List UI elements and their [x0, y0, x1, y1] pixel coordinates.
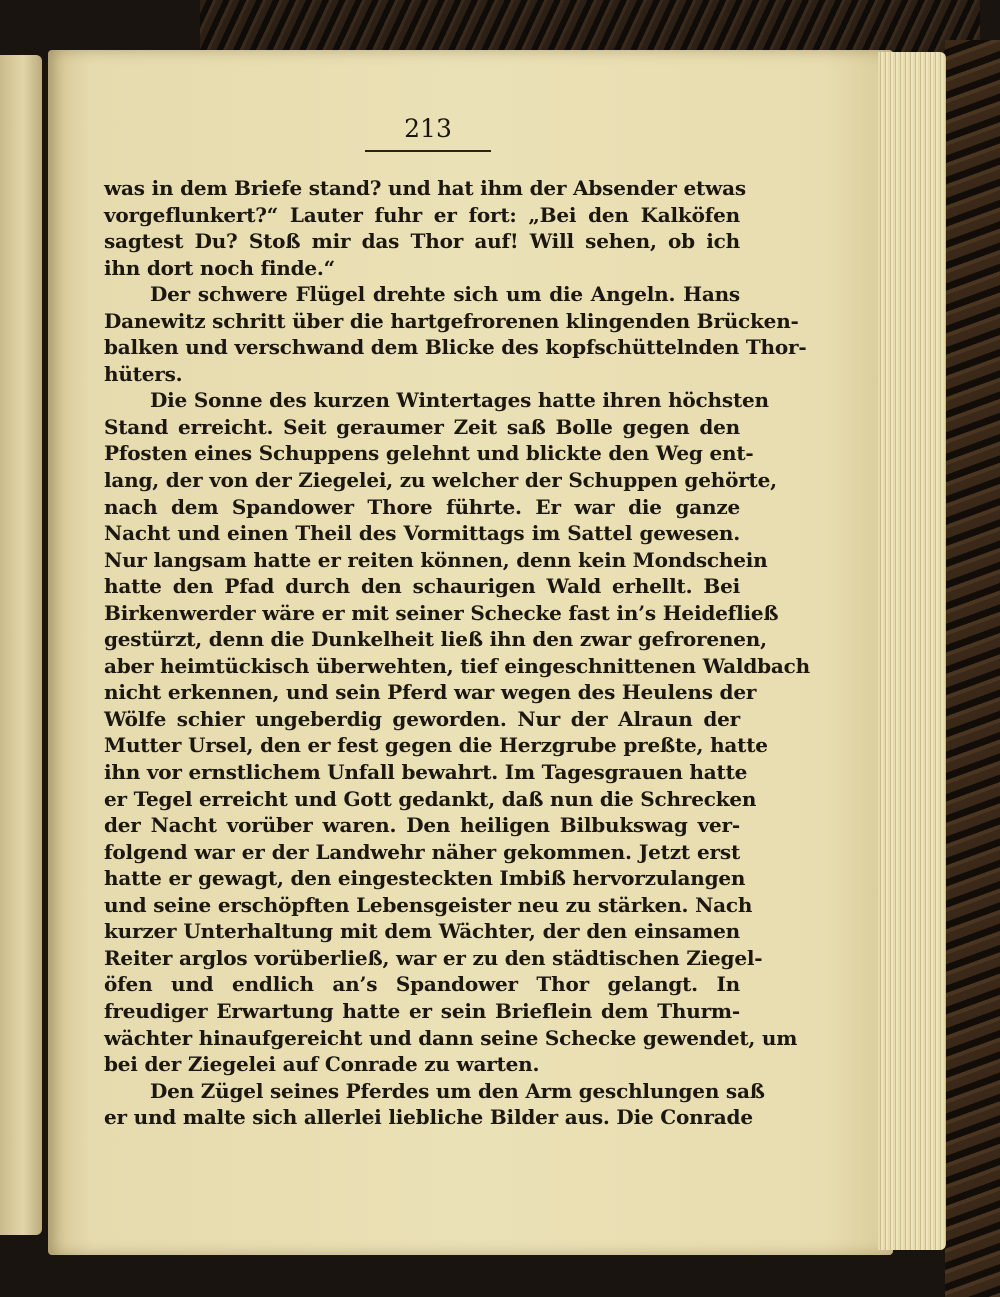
text-line: er Tegel erreicht und Gott gedankt, daß nun die Schrecken: [104, 786, 757, 811]
left-page-edge: [0, 55, 42, 1235]
text-line: und seine erschöpften Lebensgeister neu zu stärken. Nach: [104, 892, 753, 917]
body-text: [104, 175, 810, 1131]
text-line: hatte er gewagt, den eingesteckten Imbiß hervorzulangen: [104, 866, 746, 891]
page-number: 213: [404, 114, 452, 143]
page-stack-edges: [878, 52, 946, 1250]
text-line: freudiger Erwartung hatte er sein Brieflein dem Thurm-: [104, 998, 740, 1023]
text-line: Nacht und einen Theil des Vormittags im Sattel gewesen.: [104, 521, 740, 546]
text-line: ihn vor ernstlichem Unfall bewahrt. Im Tagesgrauen hatte: [104, 760, 748, 785]
text-line: kurzer Unterhaltung mit dem Wächter, der den einsamen: [104, 919, 740, 944]
text-line: was in dem Briefe stand? und hat ihm der Absender etwas: [104, 176, 746, 200]
text-line: Danewitz schritt über die hartgefrorenen klingenden Brücken-: [104, 308, 799, 333]
text-line: hüters.: [104, 361, 183, 386]
text-line: vorgeflunkert?“ Lauter fuhr er fort: „Bei den Kalköfen: [104, 202, 740, 227]
text-line: Nur langsam hatte er reiten können, denn kein Mondschein: [104, 547, 768, 572]
text-line: Mutter Ursel, den er fest gegen die Herzgrube preßte, hatte: [104, 733, 768, 758]
text-line: bei der Ziegelei auf Conrade zu warten.: [104, 1052, 540, 1077]
text-line: Pfosten eines Schuppens gelehnt und blickte den Weg ent-: [104, 441, 754, 466]
text-line: gestürzt, denn die Dunkelheit ließ ihn den zwar gefrorenen,: [104, 627, 767, 652]
text-line: hatte den Pfad durch den schaurigen Wald erhellt. Bei: [104, 574, 740, 599]
text-line: er und malte sich allerlei liebliche Bilder aus. Die Conrade: [104, 1105, 753, 1130]
text-line: nicht erkennen, und sein Pferd war wegen des Heulens der: [104, 680, 757, 705]
text-line: öfen und endlich an’s Spandower Thor gelangt. In: [104, 972, 740, 997]
text-line: folgend war er der Landwehr näher gekommen. Jetzt erst: [104, 839, 740, 864]
text-line: Den Zügel seines Pferdes um den Arm geschlungen saß: [150, 1078, 765, 1103]
text-line: sagtest Du? Stoß mir das Thor auf! Will sehen, ob ich: [104, 229, 740, 254]
text-line: Stand erreicht. Seit geraumer Zeit saß Bolle gegen den: [104, 414, 740, 439]
text-line: aber heimtückisch überwehten, tief eingeschnittenen Waldbach: [104, 653, 810, 678]
text-line: der Nacht vorüber waren. Den heiligen Bilbukswag ver-: [104, 813, 740, 838]
text-line: Reiter arglos vorüberließ, war er zu den städtischen Ziegel-: [104, 945, 763, 970]
text-line: wächter hinaufgereicht und dann seine Schecke gewendet, um: [104, 1025, 798, 1050]
book-cover-right: [945, 40, 1000, 1297]
text-line: lang, der von der Ziegelei, zu welcher der Schuppen gehörte,: [104, 468, 777, 493]
text-line: Birkenwerder wäre er mit seiner Schecke fast in’s Heidefließ: [104, 600, 779, 625]
text-line: Wölfe schier ungeberdig geworden. Nur der Alraun der: [104, 706, 740, 731]
text-line: Der schwere Flügel drehte sich um die Angeln. Hans: [150, 282, 740, 307]
page-number-rule: [365, 150, 491, 152]
text-line: ihn dort noch finde.“: [104, 255, 335, 280]
text-line: balken und verschwand dem Blicke des kopfschüttelnden Thor-: [104, 335, 807, 360]
text-line: Die Sonne des kurzen Wintertages hatte ihren höchsten: [150, 388, 769, 413]
text-line: nach dem Spandower Thore führte. Er war die ganze: [104, 494, 740, 519]
